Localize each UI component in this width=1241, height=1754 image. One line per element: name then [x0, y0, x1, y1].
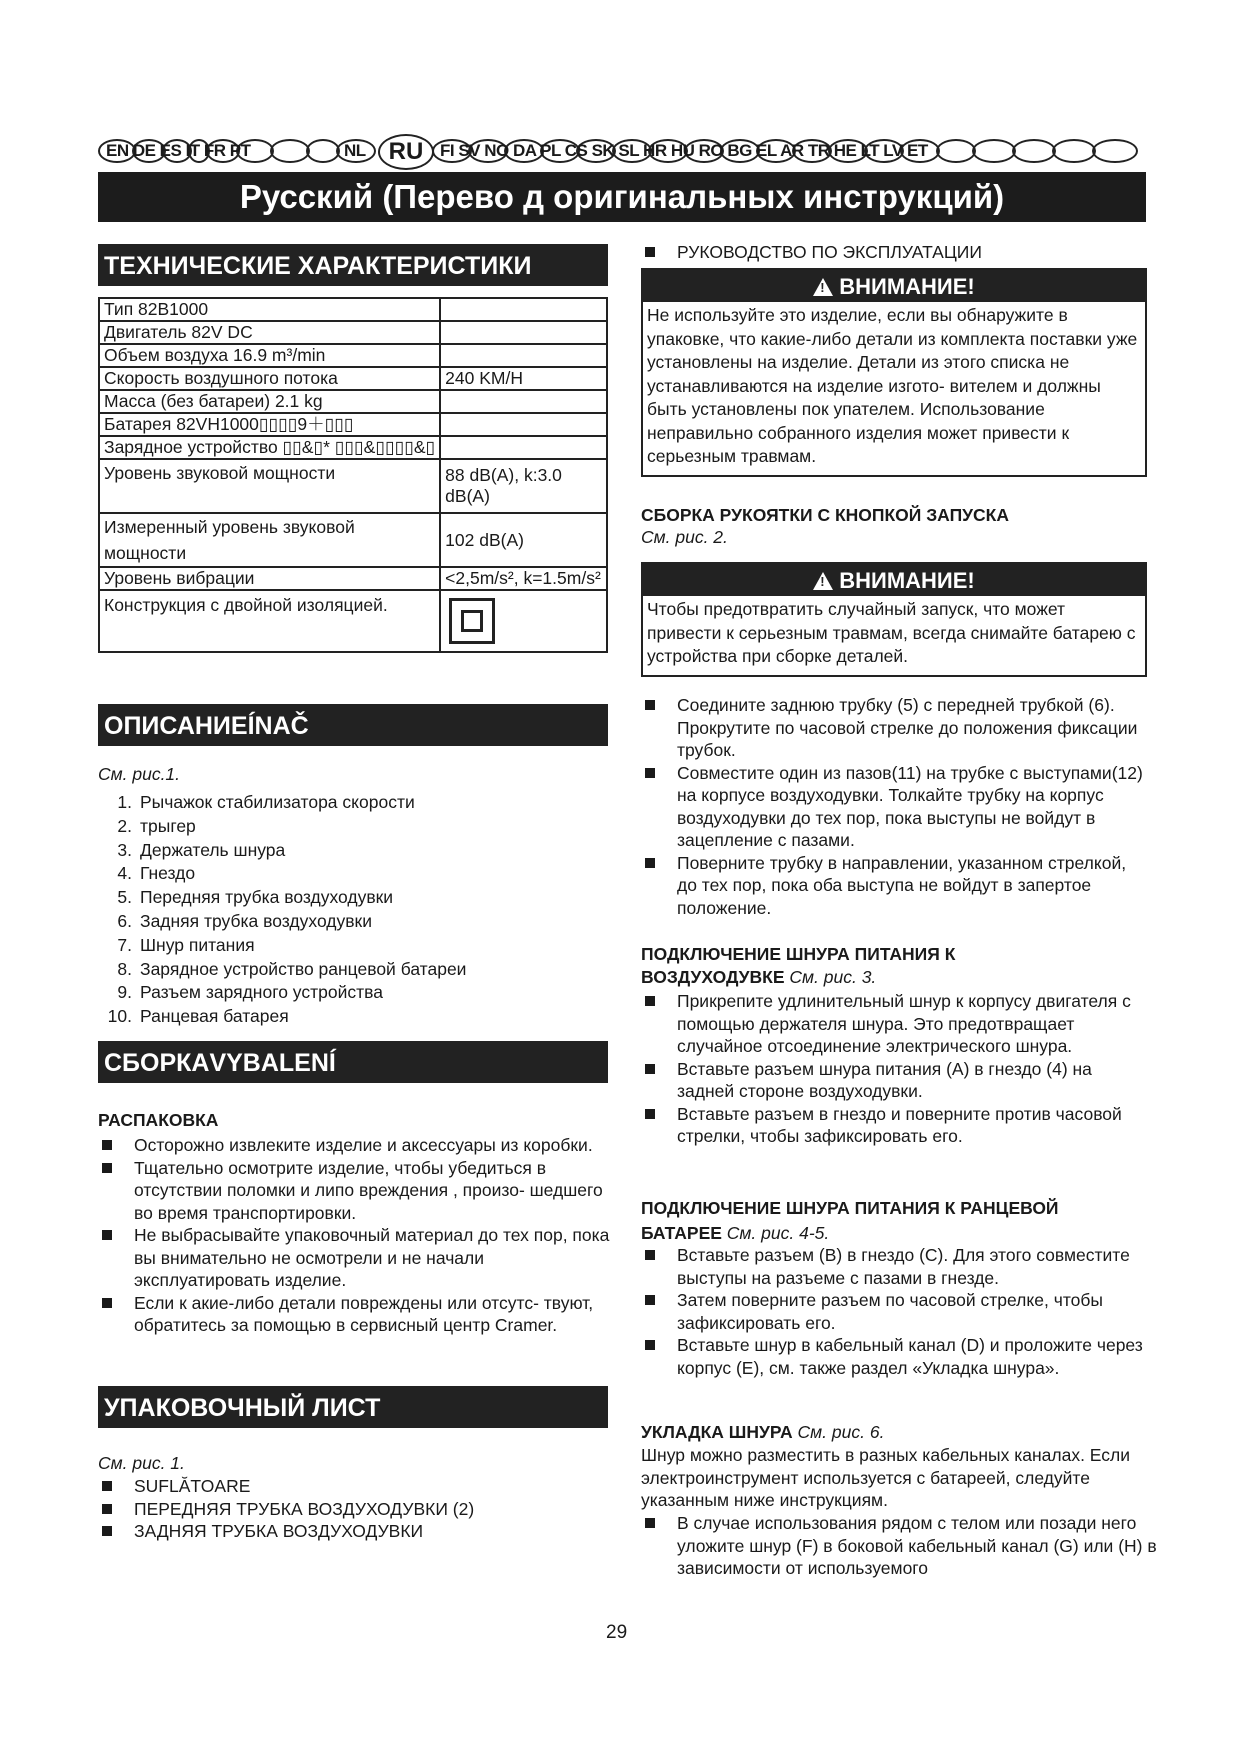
- list-item: Тщательно осмотрите изделие, чтобы убедиться в отсутствии поломки и липо вреждения , произо- шедшего во время транспортировки.: [98, 1157, 610, 1225]
- assembly-heading: СБОРКАVYBALENÍ: [98, 1041, 608, 1083]
- specs-heading: ТЕХНИЧЕСКИЕ ХАРАКТЕРИСТИКИ: [98, 244, 608, 286]
- warning-header: [643, 564, 1145, 596]
- handle-ref: См. рис. 2.: [641, 527, 728, 547]
- list-item: [98, 1005, 466, 1029]
- warning-text: Чтобы предотвратить случайный запуск, что может привести к серьезным травмам, всегда снимайте батарею с устройства при сборке деталей.: [647, 599, 1136, 666]
- spec-value: 102 dB(A): [440, 513, 607, 567]
- table-row: [99, 413, 607, 436]
- list-item: РУКОВОДСТВО ПО ЭКСПЛУАТАЦИИ: [641, 241, 1147, 264]
- list-item: [98, 934, 466, 958]
- spec-label: Масса (без батареи) 2.1 kg: [99, 390, 440, 413]
- item-number: 10.: [107, 1006, 132, 1027]
- warning-box: [641, 562, 1147, 677]
- manual-list: [641, 241, 1147, 264]
- spec-value: [440, 413, 607, 436]
- item-number: 9.: [117, 982, 132, 1003]
- double-insulation-icon: [449, 598, 495, 644]
- packing-ref: См. рис. 1.: [98, 1453, 185, 1473]
- battery-title: ПОДКЛЮЧЕНИЕ ШНУРА ПИТАНИЯ К РАНЦЕВОЙ БАТАРЕЕ: [641, 1198, 1059, 1243]
- laying-title: УКЛАДКА ШНУРА: [641, 1422, 793, 1442]
- list-item: Не выбрасывайте упаковочный материал до тех пор, пока вы внимательно не осмотрели и не начали эксплуатировать изделие.: [98, 1224, 610, 1292]
- page-title: Русский (Перево д оригинальных инструкций): [98, 172, 1146, 222]
- spec-value: [440, 390, 607, 413]
- lang-oval: [306, 139, 340, 163]
- list-item: [98, 958, 466, 982]
- lang-oval: [270, 139, 310, 163]
- list-item: Поверните трубку в направлении, указанном стрелкой, до тех пор, пока оба выступа не войдут в запертое положение.: [641, 852, 1147, 920]
- table-row: [99, 459, 607, 513]
- battery-heading: [641, 1196, 1141, 1246]
- handle-list: [641, 694, 1147, 919]
- list-item: [98, 910, 466, 934]
- item-number: 7.: [117, 934, 132, 955]
- list-item: ЗАДНЯЯ ТРУБКА ВОЗДУХОДУВКИ: [98, 1520, 610, 1543]
- warning-text: Не используйте это изделие, если вы обнаружите в упаковке, что какие-либо детали из комплекта поставки уже установлены на изделие. Детали из этого списка не устанавливаются на изделие изгото- вителем и должны быть установлены пок упателем. Использование неправильно собранного изделия может привести к серьезным травмам.: [647, 305, 1138, 466]
- item-number: 5.: [117, 887, 132, 908]
- specs-table: [98, 297, 608, 653]
- item-number: 8.: [117, 958, 132, 979]
- item-text: Ранцевая батарея: [140, 1006, 289, 1027]
- item-text: Зарядное устройство ранцевой батареи: [140, 958, 467, 979]
- lang-oval: [1092, 139, 1138, 163]
- list-item: Осторожно извлеките изделие и аксессуары из коробки.: [98, 1134, 610, 1157]
- list-item: [98, 862, 466, 886]
- list-item: [98, 886, 466, 910]
- table-row: [99, 590, 607, 652]
- list-item: Совместите один из пазов(11) на трубке с выступами(12) на корпусе воздуходувки. Толкайте трубку на корпус воздуходувки до тех пор, пока выступы не войдут в зацепление с пазами.: [641, 762, 1147, 852]
- item-text: Передняя трубка воздуходувки: [140, 887, 394, 908]
- laying-list: [641, 1512, 1161, 1580]
- spec-label: Зарядное устройство ▯▯&▯* ▯▯▯&▯▯▯▯&▯: [99, 436, 440, 459]
- battery-ref: См. рис. 4-5.: [726, 1223, 830, 1243]
- list-item: [98, 839, 466, 863]
- table-row: [99, 344, 607, 367]
- unpacking-list: [98, 1134, 610, 1337]
- warning-header: [643, 270, 1145, 302]
- cord-title: ПОДКЛЮЧЕНИЕ ШНУРА ПИТАНИЯ К ВОЗДУХОДУВКЕ: [641, 944, 956, 987]
- lang-oval: [1012, 139, 1056, 163]
- table-row: [99, 321, 607, 344]
- warning-label: ВНИМАНИЕ!: [839, 274, 975, 299]
- packing-heading: УПАКОВОЧНЫЙ ЛИСТ: [98, 1386, 608, 1428]
- table-row: [99, 390, 607, 413]
- cord-list: [641, 990, 1147, 1148]
- battery-list: [641, 1244, 1161, 1379]
- description-ref: См. рис.1.: [98, 764, 181, 784]
- warning-icon: [813, 278, 833, 296]
- spec-label: Уровень вибрации: [99, 567, 440, 590]
- spec-label: Измеренный уровень звуковой мощности: [99, 513, 440, 567]
- list-item: Если к акие-либо детали повреждены или отсутс- твуют, обратитесь за помощью в сервисный центр Cramer.: [98, 1292, 610, 1337]
- page-number: 29: [606, 1622, 628, 1643]
- language-bar: [98, 136, 1146, 168]
- spec-value: [440, 298, 607, 321]
- table-row: [99, 367, 607, 390]
- lang-oval: [936, 139, 976, 163]
- packing-list: [98, 1475, 610, 1543]
- warning-box: [641, 268, 1147, 477]
- item-text: Разъем зарядного устройства: [140, 982, 383, 1003]
- list-item: Вставьте разъем шнура питания (A) в гнездо (4) на задней стороне воздуходувки.: [641, 1058, 1147, 1103]
- laying-heading: [641, 1421, 884, 1444]
- lang-code-ru: RU: [378, 134, 434, 170]
- item-number: 4.: [117, 863, 132, 884]
- cord-ref: См. рис. 3.: [789, 966, 877, 987]
- item-text: трыгер: [140, 815, 196, 836]
- item-text: Держатель шнура: [140, 839, 286, 860]
- spec-value: 88 dB(A), k:3.0 dB(A): [440, 459, 607, 513]
- parts-list: [98, 791, 466, 1029]
- list-item: [98, 981, 466, 1005]
- spec-label: Тип 82B1000: [99, 298, 440, 321]
- table-row: [99, 513, 607, 567]
- item-number: 1.: [117, 792, 132, 812]
- cord-heading: [641, 943, 1081, 988]
- laying-ref: См. рис. 6.: [797, 1422, 885, 1442]
- item-text: Рычажок стабилизатора скорости: [140, 792, 415, 812]
- description-heading: ОПИСАНИЕÍNAČ: [98, 704, 608, 746]
- list-item: Вставьте разъем в гнездо и поверните против часовой стрелки, чтобы зафиксировать его.: [641, 1103, 1147, 1148]
- spec-label: Скорость воздушного потока: [99, 367, 440, 390]
- laying-text: Шнур можно разместить в разных кабельных каналах. Если электроинструмент используется с батареей, следуйте указанным ниже инструкциям.: [641, 1445, 1131, 1510]
- list-item: Соедините заднюю трубку (5) с передней трубкой (6). Прокрутите по часовой стрелке до положения фиксации трубок.: [641, 694, 1147, 762]
- list-item: [98, 791, 466, 815]
- list-item: SUFLĂTOARE: [98, 1475, 610, 1498]
- spec-value-cell: [440, 590, 607, 652]
- handle-title: СБОРКА РУКОЯТКИ С КНОПКОЙ ЗАПУСКА: [641, 505, 1009, 525]
- lang-oval: [1052, 139, 1096, 163]
- item-text: Шнур питания: [140, 934, 255, 955]
- warning-label: ВНИМАНИЕ!: [839, 568, 975, 593]
- lang-codes-left: EN DE ES IT FR PT: [106, 141, 251, 160]
- spec-label: Батарея 82VH1000▯▯▯▯9＋▯▯▯: [99, 413, 440, 436]
- spec-value: <2,5m/s², k=1.5m/s²: [440, 567, 607, 590]
- warning-icon: [813, 572, 833, 590]
- spec-label: Объем воздуха 16.9 m³/min: [99, 344, 440, 367]
- item-number: 6.: [117, 910, 132, 931]
- spec-value: [440, 321, 607, 344]
- list-item: ПЕРЕДНЯЯ ТРУБКА ВОЗДУХОДУВКИ (2): [98, 1498, 610, 1521]
- list-item: Прикрепите удлинительный шнур к корпусу двигателя с помощью держателя шнура. Это предотвращает случайное отсоединение электрического шнура.: [641, 990, 1147, 1058]
- spec-value: [440, 436, 607, 459]
- table-row: [99, 567, 607, 590]
- list-item: Вставьте разъем (B) в гнездо (C). Для этого совместите выступы на разъеме с пазами в гнезде.: [641, 1244, 1161, 1289]
- spec-label: Уровень звуковой мощности: [99, 459, 440, 513]
- list-item: Вставьте шнур в кабельный канал (D) и проложите через корпус (E), см. также раздел «Укладка шнура».: [641, 1334, 1161, 1379]
- item-text: Гнездо: [140, 863, 196, 884]
- item-number: 3.: [117, 839, 132, 860]
- list-item: [98, 815, 466, 839]
- unpacking-title: РАСПАКОВКА: [98, 1110, 219, 1130]
- table-row: [99, 298, 607, 321]
- item-number: 2.: [117, 815, 132, 836]
- spec-label: Двигатель 82V DC: [99, 321, 440, 344]
- spec-label: Конструкция с двойной изоляцией.: [99, 590, 440, 652]
- lang-codes-right: FI SV NO DA PL CS SK SL HR HU RO BG EL AR TR HE LT LV ET: [440, 141, 928, 160]
- spec-value: 240 KM/H: [440, 367, 607, 390]
- item-text: Задняя трубка воздуходувки: [140, 910, 372, 931]
- spec-value: [440, 344, 607, 367]
- list-item: В случае использования рядом с телом или позади него уложите шнур (F) в боковой кабельный канал (G) или (H) в зависимости от используемого: [641, 1512, 1161, 1580]
- table-row: [99, 436, 607, 459]
- lang-code-nl: NL: [344, 141, 366, 160]
- lang-oval: [972, 139, 1016, 163]
- list-item: Затем поверните разъем по часовой стрелке, чтобы зафиксировать его.: [641, 1289, 1161, 1334]
